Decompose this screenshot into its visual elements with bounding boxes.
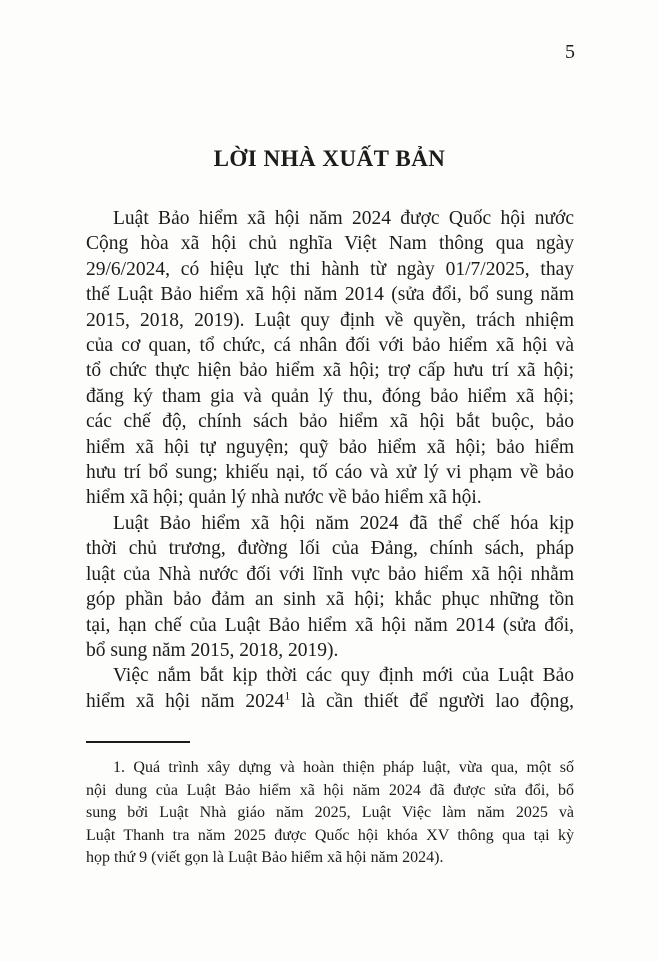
text-line: sung bởi Luật Nhà giáo năm 2025, Luật Việc làm năm 2025 và bbox=[86, 804, 574, 822]
text-line: họp thứ 9 (viết gọn là Luật Bảo hiểm xã hội năm 2024). bbox=[86, 849, 444, 867]
body-text bbox=[86, 206, 574, 714]
text-line: tại, hạn chế của Luật Bảo hiểm xã hội năm 2014 (sửa đổi, bbox=[86, 614, 574, 636]
text-line: nội dung của Luật Bảo hiểm xã hội năm 2024 đã được sửa đổi, bổ bbox=[86, 781, 574, 799]
text-line: hiểm xã hội tự nguyện; quỹ bảo hiểm xã hội; bảo hiểm bbox=[86, 436, 574, 458]
text-line: tổ chức thực hiện bảo hiểm xã hội; trợ cấp hưu trí xã hội; bbox=[86, 360, 574, 382]
text-line: Luật Bảo hiểm xã hội năm 2024 đã thể chế hóa kịp bbox=[113, 512, 574, 534]
text-line: các chế độ, chính sách bảo hiểm xã hội bắt buộc, bảo bbox=[86, 411, 574, 433]
text-line: thế Luật Bảo hiểm xã hội năm 2014 (sửa đổi, bổ sung năm bbox=[86, 284, 574, 306]
text-line: 1. Quá trình xây dựng và hoàn thiện pháp luật, vừa qua, một số bbox=[113, 759, 574, 776]
text-line: Việc nắm bắt kịp thời các quy định mới của Luật Bảo bbox=[113, 665, 574, 687]
text-line: Cộng hòa xã hội chủ nghĩa Việt Nam thông qua ngày bbox=[86, 233, 574, 255]
text-line: đăng ký tham gia và quản lý thu, đóng bảo hiểm xã hội; bbox=[86, 385, 574, 407]
text-line: Luật Thanh tra năm 2025 được Quốc hội khóa XV thông qua tại kỳ bbox=[86, 826, 574, 844]
text-line: 29/6/2024, có hiệu lực thi hành từ ngày 01/7/2025, thay bbox=[86, 258, 574, 280]
text-line: luật của Nhà nước đối với lĩnh vực bảo hiểm xã hội nhằm bbox=[86, 563, 574, 585]
text-line: 2015, 2018, 2019). Luật quy định về quyền, trách nhiệm bbox=[86, 309, 574, 331]
text-segment: hiểm xã hội năm 2024 bbox=[86, 690, 285, 712]
text-line: hưu trí bổ sung; khiếu nại, tố cáo và xử lý vi phạm về bảo bbox=[86, 462, 574, 484]
footnote-separator-rule bbox=[86, 741, 190, 743]
footnote-text bbox=[86, 757, 574, 870]
text-line: góp phần bảo đảm an sinh xã hội; khắc phục những tồn bbox=[86, 589, 574, 611]
footnote-reference: 1 bbox=[284, 690, 291, 703]
text-segment: là cần thiết để người lao động, bbox=[290, 690, 574, 712]
text-line: thời chủ trương, đường lối của Đảng, chính sách, pháp bbox=[86, 538, 574, 560]
text-line bbox=[86, 689, 574, 714]
page-number: 5 bbox=[565, 41, 575, 63]
text-line: của cơ quan, tổ chức, cá nhân đối với bảo hiểm xã hội và bbox=[86, 335, 574, 357]
text-line: hiểm xã hội; quản lý nhà nước về bảo hiểm xã hội. bbox=[86, 487, 482, 509]
text-line: Luật Bảo hiểm xã hội năm 2024 được Quốc hội nước bbox=[113, 208, 574, 229]
text-line: bổ sung năm 2015, 2018, 2019). bbox=[86, 639, 339, 661]
page-title: LỜI NHÀ XUẤT BẢN bbox=[213, 146, 446, 171]
